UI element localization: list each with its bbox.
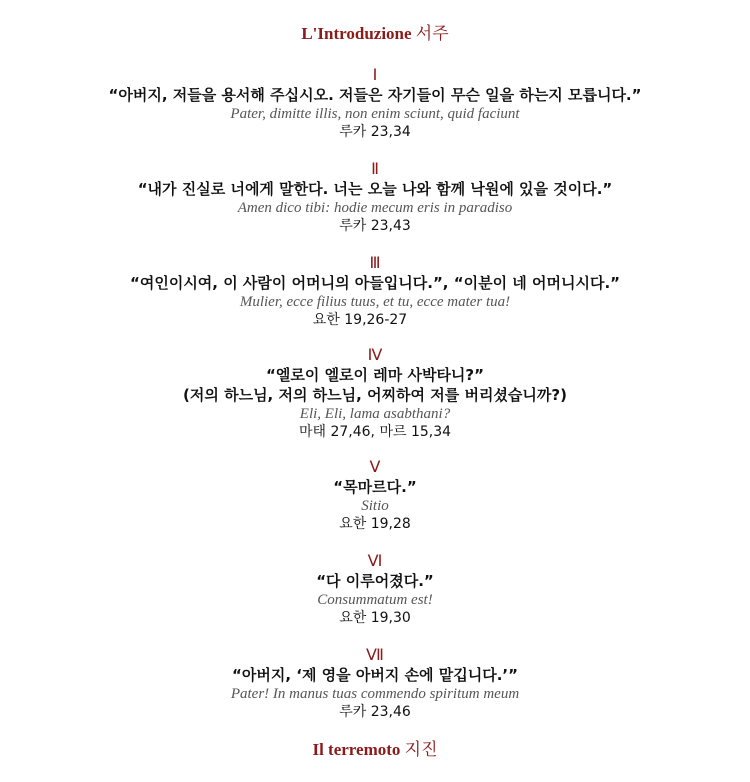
word-korean-quote: “다 이루어졌다.”: [316, 572, 434, 590]
intro-heading-korean: 서주: [415, 24, 449, 44]
word-reference: [0, 311, 750, 330]
intro-heading: [0, 24, 750, 44]
word-6: [0, 552, 750, 628]
reference-text: 마태 27,46, 마르 15,34: [298, 424, 452, 440]
word-korean-quote: “아버지, 저들을 용서해 주십시오. 저들은 자기들이 무슨 일을 하는지 모릅니다.”: [108, 86, 642, 104]
word-latin-quote: Pater! In manus tuas commendo spiritum meum: [230, 686, 520, 702]
reference-text: 요한 19,30: [339, 610, 411, 626]
word-latin-quote: Consummatum est!: [317, 592, 433, 608]
word-korean-quote: “목마르다.”: [333, 478, 417, 496]
word-1: [0, 66, 750, 142]
word-latin-quote: Sitio: [361, 498, 389, 514]
word-numeral: Ⅰ: [372, 67, 378, 84]
reference-text: 루카 23,46: [339, 704, 411, 720]
word-3: [0, 254, 750, 330]
word-reference: [0, 123, 750, 142]
word-korean-quote: “여인이시여, 이 사람이 어머니의 아들입니다.”, “이분이 네 어머니시다.”: [129, 274, 620, 292]
word-4: [0, 346, 750, 442]
word-numeral: Ⅱ: [371, 161, 379, 178]
word-latin-quote: Eli, Eli, lama asabthani?: [299, 406, 451, 422]
word-korean-quote: “아버지, ‘제 영을 아버지 손에 맡깁니다.’”: [232, 666, 518, 684]
word-numeral: Ⅵ: [367, 553, 383, 570]
reference-text: 요한 19,28: [339, 516, 411, 532]
closing-heading: [0, 740, 750, 760]
closing-heading-latin: Il terremoto: [312, 740, 401, 759]
reference-text: 요한 19,26-27: [312, 312, 408, 328]
word-reference: [0, 515, 750, 534]
word-7: [0, 646, 750, 722]
reference-text: 루카 23,43: [339, 218, 411, 234]
word-numeral: Ⅲ: [369, 255, 381, 272]
word-korean-translation: (저의 하느님, 저의 하느님, 어찌하여 저를 버리셨습니까?): [183, 386, 567, 404]
word-reference: [0, 217, 750, 236]
word-latin-quote: Amen dico tibi: hodie mecum eris in paradiso: [237, 200, 513, 216]
word-korean-quote: “엘로이 엘로이 레마 사박타니?”: [266, 366, 484, 384]
word-2: [0, 160, 750, 236]
word-reference: [0, 703, 750, 722]
word-korean-quote: “내가 진실로 너에게 말한다. 너는 오늘 나와 함께 낙원에 있을 것이다.”: [137, 180, 613, 198]
closing-heading-korean: 지진: [404, 740, 438, 760]
word-latin-quote: Pater, dimitte illis, non enim sciunt, quid faciunt: [230, 106, 520, 122]
reference-text: 루카 23,34: [339, 124, 411, 140]
word-reference: [0, 423, 750, 442]
intro-heading-latin: L'Introduzione: [301, 24, 412, 43]
word-reference: [0, 609, 750, 628]
word-5: [0, 458, 750, 534]
word-numeral: Ⅳ: [367, 347, 383, 364]
word-numeral: Ⅴ: [369, 459, 381, 476]
word-numeral: Ⅶ: [366, 647, 384, 664]
word-latin-quote: Mulier, ecce filius tuus, et tu, ecce mater tua!: [239, 294, 511, 310]
